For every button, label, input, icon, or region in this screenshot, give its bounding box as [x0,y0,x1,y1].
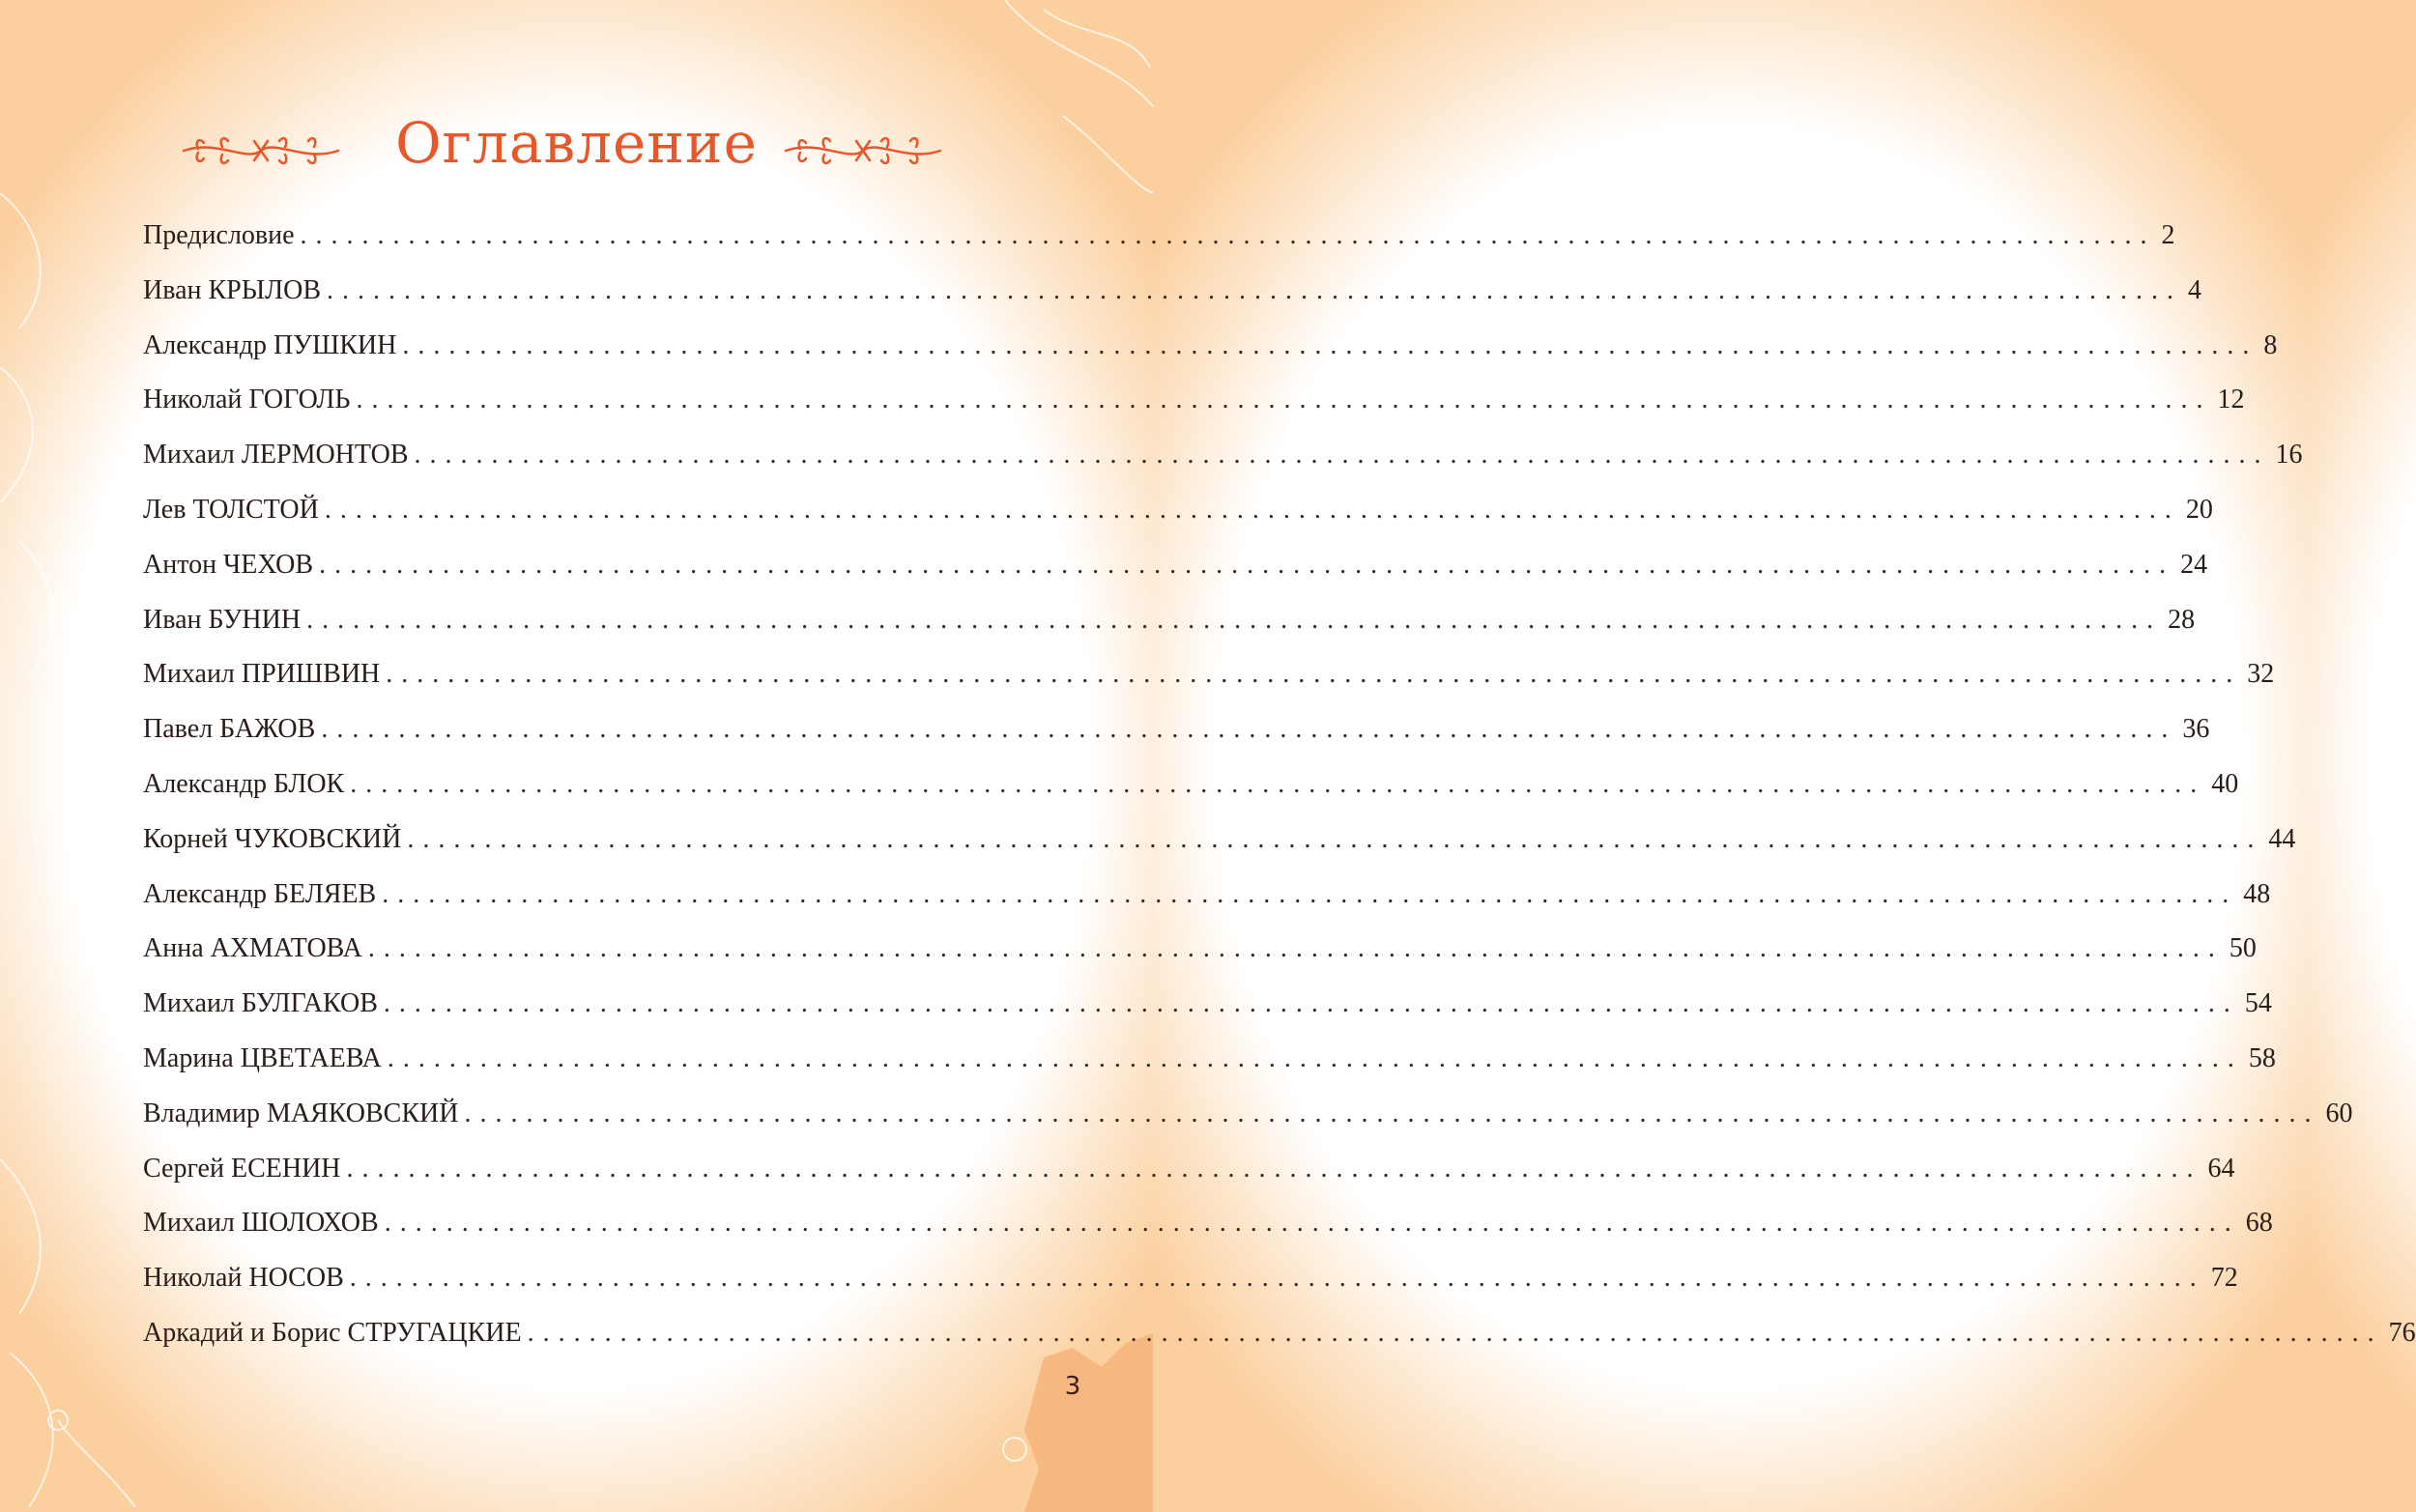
toc-entry[interactable] [143,1306,2416,1361]
toc-entry-title: Марина ЦВЕТАЕВА [143,1042,382,1073]
toc-entry-title: Михаил ПРИШВИН [143,659,381,690]
toc-leader-dots: ........................................................................................................................ [464,1098,2320,1128]
toc-entry[interactable] [143,868,2271,923]
toc-leader-dots: ........................................................................................................................ [356,385,2212,415]
toc-leader-dots: ........................................................................................................................ [367,933,2224,964]
toc-entry[interactable] [143,538,2208,593]
toc-leader-dots: ........................................................................................................................ [402,329,2258,360]
toc-entry-title: Николай ГОГОЛЬ [143,385,351,415]
toc-leader-dots: ........................................................................................................................ [387,1042,2243,1073]
toc-entry-page: 8 [2263,329,2278,360]
table-of-contents [143,209,2416,1361]
toc-entry-page: 24 [2180,549,2208,580]
toc-leader-dots: ........................................................................................................................ [346,1153,2202,1184]
toc-entry-title: Антон ЧЕХОВ [143,549,314,580]
toc-entry-page: 54 [2244,988,2272,1019]
toc-leader-dots: ........................................................................................................................ [324,494,2180,525]
toc-leader-dots: ........................................................................................................................ [382,878,2238,909]
toc-entry[interactable] [143,647,2275,702]
toc-entry-page: 2 [2161,220,2175,250]
toc-entry-page: 20 [2185,494,2213,525]
page-title: Оглавление [395,110,758,176]
toc-entry[interactable] [143,209,2175,264]
toc-entry-title: Лев ТОЛСТОЙ [143,494,319,525]
toc-entry-page: 4 [2188,274,2202,305]
toc-entry-title: Александр БЛОК [143,768,345,799]
toc-entry[interactable] [143,593,2196,648]
toc-leader-dots: ........................................................................................................................ [321,714,2177,745]
toc-leader-dots: ........................................................................................................................ [327,274,2183,305]
toc-entry-page: 12 [2217,385,2245,415]
toc-entry-title: Михаил ЛЕРМОНТОВ [143,440,409,471]
toc-entry[interactable] [143,757,2239,813]
toc-entry-page: 28 [2168,604,2196,635]
toc-entry-page: 32 [2247,659,2275,690]
toc-entry[interactable] [143,1087,2353,1142]
toc-leader-dots: ........................................................................................................................ [386,659,2242,690]
toc-leader-dots: ........................................................................................................................ [300,220,2156,250]
toc-entry-title: Владимир МАЯКОВСКИЙ [143,1098,459,1128]
toc-leader-dots: ........................................................................................................................ [407,823,2263,854]
toc-entry[interactable] [143,922,2257,977]
toc-entry-title: Корней ЧУКОВСКИЙ [143,823,402,854]
toc-leader-dots: ........................................................................................................................ [306,604,2163,635]
toc-entry-page: 60 [2325,1098,2353,1128]
toc-entry-page: 72 [2210,1263,2238,1294]
toc-entry[interactable] [143,702,2210,757]
toc-entry-title: Александр БЕЛЯЕВ [143,878,377,909]
toc-entry-page: 58 [2248,1042,2276,1073]
toc-entry-title: Николай НОСОВ [143,1263,344,1294]
toc-entry[interactable] [143,264,2202,319]
toc-entry-page: 64 [2207,1153,2235,1184]
toc-entry-page: 48 [2243,878,2271,909]
page-number: 3 [1064,1372,1081,1401]
toc-entry[interactable] [143,813,2296,868]
toc-entry-page: 68 [2245,1208,2273,1239]
toc-leader-dots: ........................................................................................................................ [349,1263,2205,1294]
toc-leader-dots: ........................................................................................................................ [350,768,2206,799]
right-ornament-icon [781,129,945,172]
toc-entry-title: Михаил ШОЛОХОВ [143,1208,379,1239]
toc-entry-title: Предисловие [143,220,295,250]
toc-entry-page: 36 [2182,714,2210,745]
toc-entry-title: Александр ПУШКИН [143,329,397,360]
toc-entry-title: Сергей ЕСЕНИН [143,1153,341,1184]
toc-entry[interactable] [143,1032,2276,1087]
toc-leader-dots: ........................................................................................................................ [384,1208,2240,1239]
toc-leader-dots: ........................................................................................................................ [527,1317,2383,1348]
toc-entry[interactable] [143,1196,2273,1251]
toc-entry-page: 16 [2275,440,2303,471]
toc-leader-dots: ........................................................................................................................ [414,440,2270,471]
toc-entry-title: Иван КРЫЛОВ [143,274,322,305]
toc-entry-title: Иван БУНИН [143,604,302,635]
toc-entry-page: 44 [2268,823,2296,854]
toc-entry-title: Михаил БУЛГАКОВ [143,988,378,1019]
toc-entry[interactable] [143,428,2303,483]
toc-entry-title: Павел БАЖОВ [143,714,316,745]
toc-leader-dots: ........................................................................................................................ [383,988,2239,1019]
toc-entry[interactable] [143,373,2245,428]
toc-entry-title: Анна АХМАТОВА [143,933,362,964]
toc-entry-page: 76 [2388,1317,2416,1348]
title-row [0,104,1153,182]
toc-entry[interactable] [143,1251,2238,1306]
toc-entry[interactable] [143,319,2278,374]
toc-entry-page: 50 [2229,933,2257,964]
toc-leader-dots: ........................................................................................................................ [319,549,2175,580]
toc-entry-title: Аркадий и Борис СТРУГАЦКИЕ [143,1317,522,1348]
toc-entry[interactable] [143,977,2272,1032]
toc-entry[interactable] [143,483,2213,538]
toc-entry-page: 40 [2211,768,2239,799]
toc-entry[interactable] [143,1142,2235,1197]
